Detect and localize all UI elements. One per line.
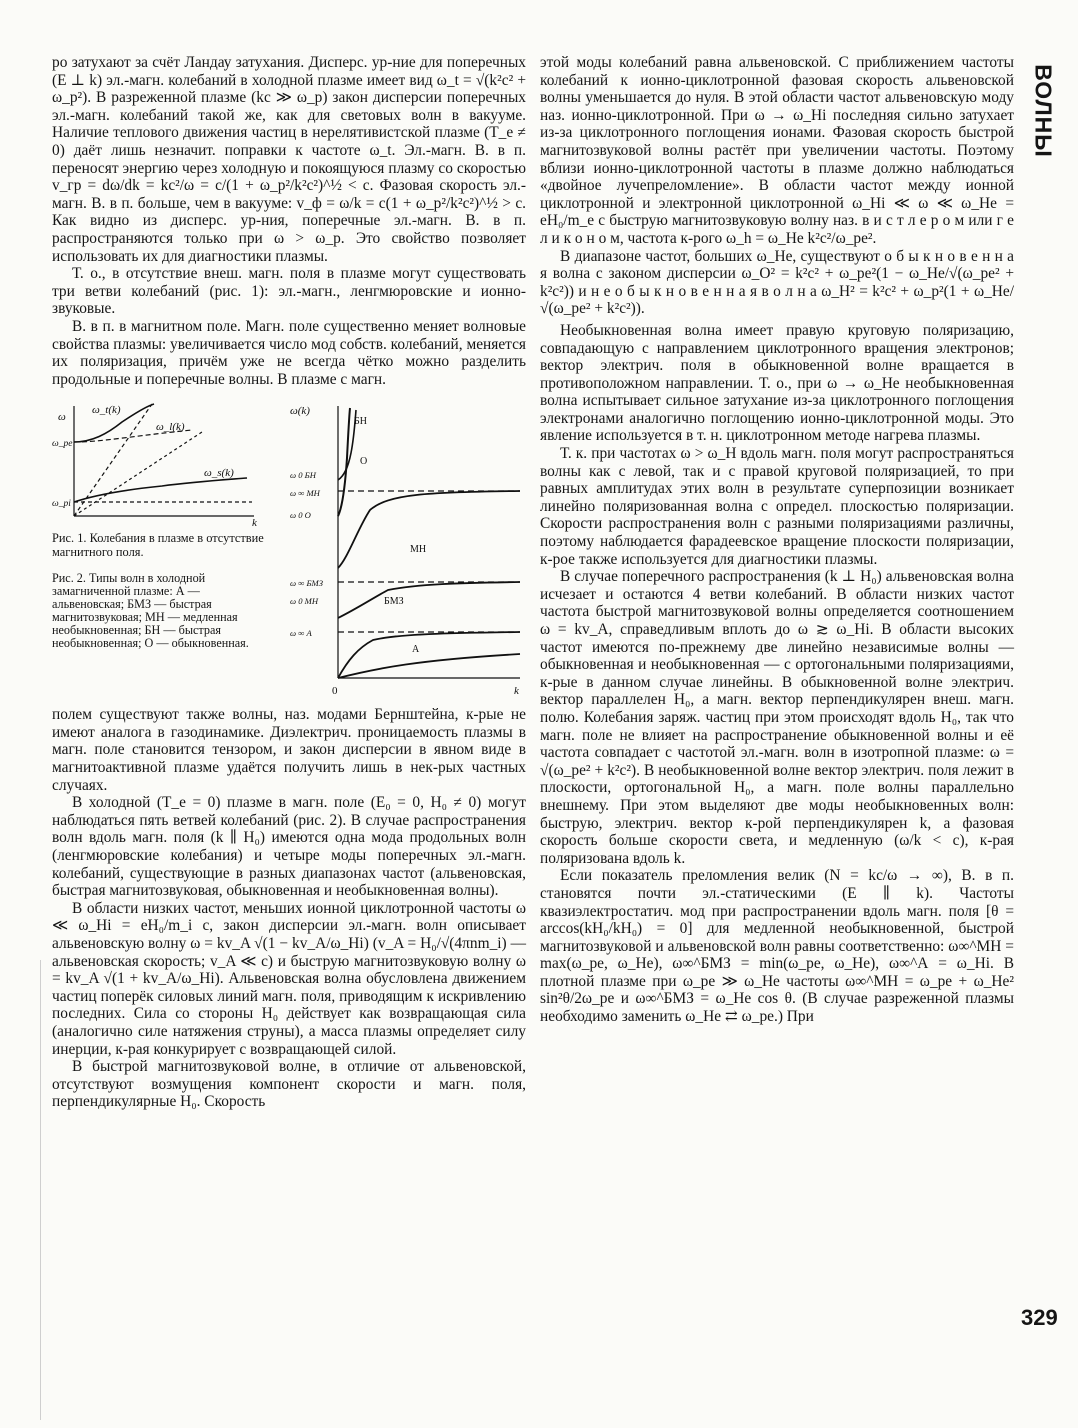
paragraph: В. в п. в магнитном поле. Магн. поле существенно меняет волновые свойства плазмы: увеличивается число мод собств. колебаний, меняется их поляризация, причём уже не всегда чётко можно разделить продольные и поперечные волны. В плазме с магн. xyxy=(52,317,526,388)
left-column xyxy=(52,54,526,1111)
paragraph: полем существуют также волны, наз. модами Бернштейна, к-рые не имеют аналога в газодинамике. Диэлектрич. проницаемость плазмы в магн. поле становится тензором, и закон дисперсии в явном виде в магнитоактивной плазме удаётся получить лишь в нек-рых частных случаях. xyxy=(52,706,526,794)
fig2-level-label-bmz: ω ∞ БМЗ xyxy=(290,578,323,589)
fig1-x-label: k xyxy=(252,517,257,529)
section-title-vertical xyxy=(1028,56,1058,166)
fig2-level-label-bn: ω 0 БН xyxy=(290,470,316,481)
fig2-curve-a xyxy=(338,654,520,678)
fig2-curve-label-mn: МН xyxy=(410,544,427,556)
fig2-x-label: k xyxy=(514,685,519,698)
fig2-curve-label-a: А xyxy=(412,644,420,656)
paragraph: этой моды колебаний равна альвеновской. С приближением частоты колебаний к ионно-циклотронной фазовая скорость альвеновской волны уменьшается до нуля. В этой области частот альвеновскую моду наз. ионно-циклотронной. При ω → ω_Hi последняя сильно затухает из-за циклотронного поглощения ионами. Фазовая скорость быстрой магнитозвуковой волны растёт при увеличении частоты. Поэтому вблизи ионно-циклотронной частоты в плазме должно наблюдаться «двойное лучепреломление». В области частот между ионной циклотронной и электронной циклотронной ω_Hi ≪ ω ≪ ω_He = eH₀/m_e c быструю магнитозвуковую волну наз. в и с т л е р о м или г е л и к о н о м, частота к-рого ω_h = ω_He k²c²/ω_pe². xyxy=(540,54,1014,247)
fig2-level-label-mn0: ω 0 МН xyxy=(290,596,319,607)
paragraph: Необыкновенная волна имеет правую круговую поляризацию, совпадающую с направлением циклотронного вращения электронов; вектор электрич. поля в обыкновенной волне вращается в противоположном направлении. Т. о., при ω → ω_He необыкновенная волна испытывает сильное затухание из-за циклотронного поглощения электронами аналогично поглощению ионно-циклотронной моды. Это явление используется в т. н. циклотронном методе нагрева плазмы. xyxy=(540,321,1014,445)
fig2-y-label: ω(k) xyxy=(290,405,310,418)
figure-1-caption: Рис. 1. Колебания в плазме в отсутствие магнитного поля. xyxy=(52,531,264,559)
fig2-curve-label-o: О xyxy=(360,456,368,468)
fig2-level-label-o: ω 0 О xyxy=(290,510,311,521)
paragraph: В холодной (T_e = 0) плазме в магн. поле (E₀ = 0, H₀ ≠ 0) могут наблюдаться пять ветвей колебаний (рис. 2). В случае распространения волн вдоль магн. поля (k ∥ H₀) имеются одна мода продольных волн (ленгмюровские колебания) и четыре моды поперечных эл.-магн. колебаний, существующие в разных диапазонах частот (альвеновская, быстрая магнитозвуковая, обыкновенная и необыкновенная волны). xyxy=(52,794,526,900)
fig2-curve-o xyxy=(338,491,520,568)
page-number: 329 xyxy=(1021,1305,1058,1330)
fig2-level-label-mn-inf: ω ∞ МН xyxy=(290,488,320,499)
fig1-y-label: ω xyxy=(58,411,66,424)
fig2-curve-label-bmz: БМЗ xyxy=(384,596,404,608)
fig1-curve-label-l: ω_l(k) xyxy=(156,421,185,434)
margin-rule xyxy=(40,960,47,1420)
fig2-level-label-a: ω ∞ А xyxy=(290,628,312,639)
paragraph: В случае поперечного распространения (k ⊥ H₀) альвеновская волна исчезает и остаются 4 ветви колебаний. В области низких частот частота быстрой магнитозвуковой волны определяется соотношением ω = kv_A, справедливым вплоть до ω ≳ ω_Hi. В области высоких частот имеются по-прежнему две линейно независимые волны — обыкновенная и необыкновенная — с ортогональными поляризациями, к-рые в данном случае линейны. В обыкновенной волне электрич. вектор параллелен H₀, а магн. вектор перпендикулярен внеш. магн. полю. Колебания заряж. частиц при этом происходят вдоль H₀, так что магн. поле не влияет на распространение обыкновенной волны и её частота совпадает с частотой эл.-магн. волн в изотропной плазме: ω = √(ω_pe² + k²c²). В необыкновенной волне вектор электрич. поля лежит в плоскости, ортогональной H₀, а магн. поле волны параллельно внешнему. При этом выделяют две моды необыкновенных волн: быструю, электрич. вектор к-рой перпендикулярен k, а фазовая скорость больше скорости света, и медленную (ω/k < c), к-рая поляризована вдоль k. xyxy=(540,568,1014,867)
paragraph: В диапазоне частот, больших ω_He, существуют о б ы к н о в е н н а я волна с законом дисперсии ω_O² = k²c² + ω_pe²(1 − ω_He/√(ω_pe² + k²c²)) и н е о б ы к н о в е н н а я в о л н а ω_Н² = k²c² + ω_p²(1 + ω_He/√(ω_pe² + k²c²)). xyxy=(540,247,1014,318)
section-title-text: ВОЛНЫ xyxy=(1030,64,1057,158)
paragraph: В области низких частот, меньших ионной циклотронной частоты ω ≪ ω_Hi = eH₀/m_i c, закон дисперсии эл.-магн. волн описывает альвеновскую волну ω = kv_A √(1 − kv_A/ω_Hi) (v_A = H₀/√(4πnm_i) — альвеновская скорость; v_A ≪ c) и быструю магнитозвуковую волну ω = kv_A √(1 + kv_A/ω_Hi). Альвеновская волна обусловлена движением частиц поперёк силовых линий магн. поля, приводящим к искривлению последних. Сила со стороны H₀ действует как возвращающая сила (аналогично силе натяжения струны), а масса плазмы определяет силу инерции, к-рая конкурирует с возвращающей силой. xyxy=(52,899,526,1058)
paragraph: В быстрой магнитозвуковой волне, в отличие от альвеновской, отсутствуют возмущения компонент скорости и магн. поля, перпендикулярные H₀. Скорость xyxy=(52,1058,526,1111)
paragraph: Т. о., в отсутствие внеш. магн. поля в плазме могут существовать три ветви колебаний (рис. 1): эл.-магн., ленгмюровские и ионно-звуковые. xyxy=(52,265,526,318)
figure-2-plot xyxy=(288,398,526,698)
fig1-level-label-pi: ω_pi xyxy=(52,499,71,510)
right-column xyxy=(540,54,1014,1026)
fig1-curve-label-t: ω_t(k) xyxy=(92,404,121,417)
figure-1-plot xyxy=(52,398,262,528)
paragraph: Если показатель преломления велик (N = kc/ω → ∞), В. в п. становятся почти эл.-статическими (E ∥ k). Частоты квазиэлектростатич. мод при распространении вдоль магн. поля [θ = arccos(kH₀/kH₀) = 0] для медленной необыкновенной, быстрой магнитозвуковой и альвеновской волн равны соответственно: ω∞^МН = max(ω_pe, ω_He), ω∞^БМЗ = min(ω_pe, ω_He), ω∞^А = ω_Hi. В плотной плазме при ω_pe ≫ ω_He частоты ω∞^МН = ω_pe + ω_He² sin²θ/2ω_pe и ω∞^БМЗ = ω_He cos θ. (В случае разреженной плазмы необходимо заменить ω_He ⇄ ω_pe.) При xyxy=(540,867,1014,1026)
fig2-origin-label: 0 xyxy=(332,685,338,698)
paragraph: Т. к. при частотах ω > ω_Н вдоль магн. поля могут распространяться волны как с левой, так и с правой круговой поляризацией, то при равных амплитудах этих волн в результате суперпозиции возникает линейно поляризованная волна с определ. плоскостью поляризации. Скорости распространения волн с разными поляризациями различны, поэтому наблюдается фарадеевское вращение плоскости поляризации, к-рое также используется для диагностики плазмы. xyxy=(540,445,1014,568)
figure-2-caption: Рис. 2. Типы волн в холодной замагниченной плазме: А — альвеновская; БМЗ — быстрая магнитозвуковая; МН — медленная необыкновенная; БН — быстрая необыкновенная; О — обыкновенная. xyxy=(52,571,249,651)
fig2-curve-label-bn: БН xyxy=(354,416,367,428)
paragraph: ро затухают за счёт Ландау затухания. Дисперс. ур-ние для поперечных (E ⊥ k) эл.-магн. колебаний в холодной плазме имеет вид ω_t = √(k²c² + ω_p²). В разреженной плазме (kc ≫ ω_p) закон дисперсии поперечных эл.-магн. колебаний такой же, как для световых волн в вакууме. Наличие теплового движения частиц в нерелятивистской плазме (T_e ≠ 0) даёт лишь незначит. поправки к частоте ω_t. Эл.-магн. В. в п. переносят энергию через холодную и покоящуюся плазму со скоростью v_гр = dω/dk = kc²/ω = c/(1 + ω_p²/k²c²)^½ < c. Фазовая скорость эл.-магн. В. в п. больше, чем в вакууме: v_ф = ω/k = c(1 + ω_p²/k²c²)^½ > c. Как видно из дисперс. ур-ния, поперечные эл.-магн. В. в п. распространяются только при ω > ω_p. Это свойство позволяет использовать их для диагностики плазмы. xyxy=(52,54,526,265)
fig1-level-label-pe: ω_pe xyxy=(52,439,73,450)
fig1-curve-label-s: ω_s(k) xyxy=(204,467,234,480)
figures-block xyxy=(52,398,526,698)
fig2-curve-bmz xyxy=(338,582,520,618)
fig1-asymptote xyxy=(74,432,202,516)
